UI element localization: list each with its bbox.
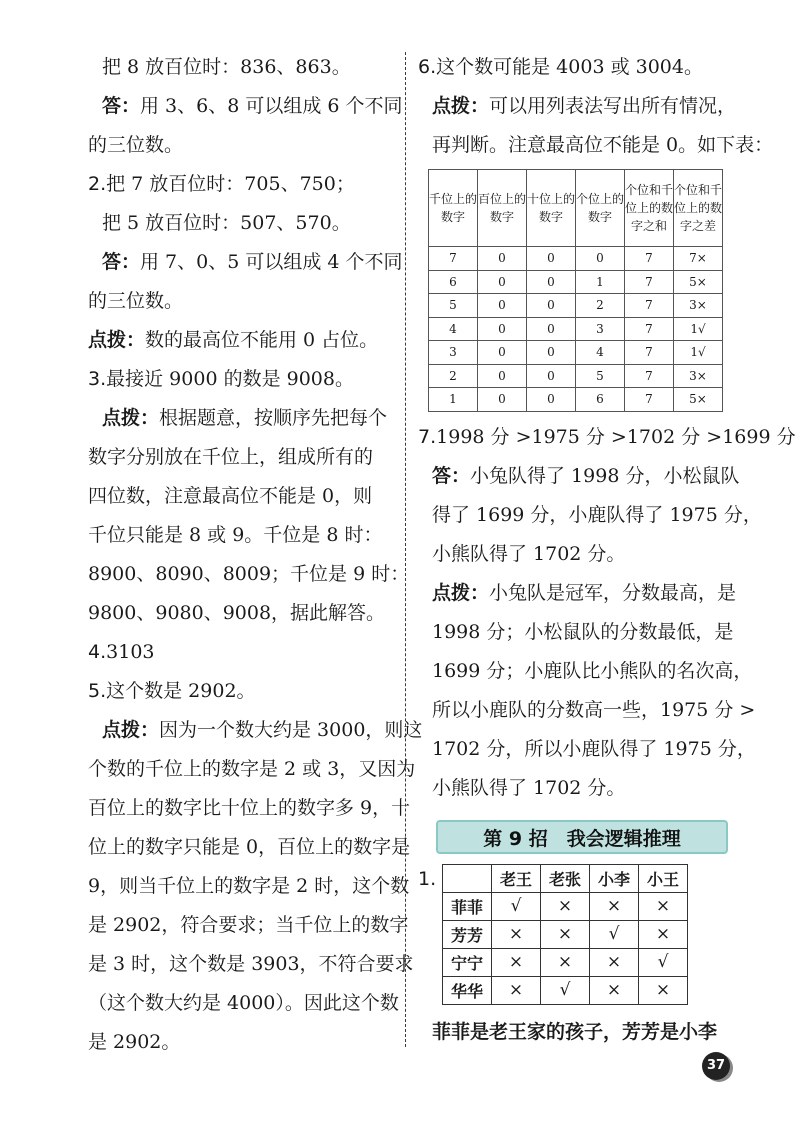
text-line: 是 3 时，这个数是 3903，不符合要求 <box>88 953 414 975</box>
text-line: 菲菲是老王家的孩子，芳芳是小李 <box>432 1020 718 1043</box>
table-header: 小王 <box>639 864 688 892</box>
question-5 <box>88 672 398 711</box>
question-number: 7. <box>418 425 437 448</box>
table-cell: 0 <box>478 364 527 388</box>
question-text: 1998 分 >1975 分 >1702 分 >1699 分 <box>436 425 796 448</box>
column-divider <box>405 52 406 1047</box>
question-text: 这个数是 2902。 <box>106 680 256 702</box>
tip-line <box>88 321 398 360</box>
tip-line <box>88 711 423 750</box>
table-cell: 6 <box>576 388 625 412</box>
mark-cell: √ <box>541 976 590 1004</box>
question-number: 5. <box>88 680 107 702</box>
table-header: 百位上的数字 <box>478 170 527 247</box>
mark-cell: × <box>590 948 639 976</box>
text-line: 1998 分；小松鼠队的分数最低，是 <box>432 620 734 643</box>
text-line: 1702 分，所以小鹿队得了 1975 分， <box>432 737 756 760</box>
mark-cell: × <box>590 976 639 1004</box>
mark-cell: × <box>492 976 541 1004</box>
mark-cell: × <box>639 892 688 920</box>
mark-cell: × <box>541 892 590 920</box>
question-6 <box>418 48 740 87</box>
answer-line <box>418 457 740 496</box>
table-cell: 5× <box>674 270 723 294</box>
text-line: 个数的千位上的数字是 2 或 3，又因为 <box>88 758 416 780</box>
mark-cell: × <box>639 920 688 948</box>
table-cell: 4 <box>429 317 478 341</box>
tip-line <box>418 574 740 613</box>
text-line: 得了 1699 分，小鹿队得了 1975 分， <box>432 503 762 526</box>
mark-cell: × <box>541 920 590 948</box>
tip-line <box>88 399 398 438</box>
row-header: 宁宁 <box>443 948 492 976</box>
table-cell: 7 <box>429 247 478 271</box>
left-column <box>88 48 423 1062</box>
table-cell: 1 <box>576 270 625 294</box>
table-header: 个位和千位上的数字之和 <box>625 170 674 247</box>
logic-table <box>442 864 688 1005</box>
table-header: 小李 <box>590 864 639 892</box>
table-row <box>429 341 723 365</box>
table-row <box>429 294 723 318</box>
question-text: 把 7 放百位时：705、750； <box>106 173 355 195</box>
table-cell: 0 <box>527 364 576 388</box>
text-line: 百位上的数字比十位上的数字多 9，十 <box>88 797 411 819</box>
table-cell: 0 <box>527 270 576 294</box>
text-line: 小熊队得了 1702 分。 <box>432 542 626 565</box>
text-line: 再判断。注意最高位不能是 0。如下表： <box>432 134 774 156</box>
mark-cell: √ <box>492 892 541 920</box>
table-cell: 7 <box>625 364 674 388</box>
row-header: 华华 <box>443 976 492 1004</box>
mark-cell: × <box>590 892 639 920</box>
answer-label: 答： <box>432 464 471 487</box>
table-cell: 4 <box>576 341 625 365</box>
table-row <box>443 976 688 1004</box>
table-cell: 5 <box>429 294 478 318</box>
question-number: 6. <box>418 56 437 78</box>
table-row <box>429 364 723 388</box>
tip-text: 小兔队是冠军，分数最高，是 <box>489 581 737 604</box>
table-cell: 0 <box>527 341 576 365</box>
table-cell: 0 <box>478 317 527 341</box>
mark-cell: √ <box>639 948 688 976</box>
table-cell: 7 <box>625 317 674 341</box>
answer-label: 答： <box>102 251 141 273</box>
table-row <box>429 317 723 341</box>
section-banner: 第 9 招 我会逻辑推理 <box>436 820 728 854</box>
table-cell: 0 <box>527 317 576 341</box>
mark-cell: × <box>492 920 541 948</box>
mark-cell: × <box>492 948 541 976</box>
table-row <box>443 948 688 976</box>
text-line: 小熊队得了 1702 分。 <box>432 776 626 799</box>
answer-line <box>88 243 403 282</box>
table-cell: 3 <box>429 341 478 365</box>
answer-text: 用 3、6、8 可以组成 6 个不同 <box>140 95 403 117</box>
table-cell: 2 <box>429 364 478 388</box>
mark-cell: × <box>639 976 688 1004</box>
tip-line <box>418 87 740 126</box>
table-cell: 5 <box>576 364 625 388</box>
question-text: 最接近 9000 的数是 9008。 <box>106 368 354 390</box>
table-cell: 0 <box>576 247 625 271</box>
table-row <box>443 892 688 920</box>
text-line: 把 5 放百位时：507、570。 <box>102 212 351 234</box>
table-row <box>443 920 688 948</box>
table-cell: 0 <box>478 247 527 271</box>
page-number: 37 <box>702 1052 730 1080</box>
table-header: 老张 <box>541 864 590 892</box>
question-2 <box>88 165 398 204</box>
text-line: 数字分别放在千位上，组成所有的 <box>88 446 374 468</box>
table-cell: 7 <box>625 270 674 294</box>
table-cell: 7× <box>674 247 723 271</box>
table-cell: 0 <box>478 341 527 365</box>
answer-text: 小兔队得了 1998 分，小松鼠队 <box>470 464 740 487</box>
table-cell: 7 <box>625 388 674 412</box>
text-line: 四位数，注意最高位不能是 0，则 <box>88 485 373 507</box>
table-cell: 7 <box>625 247 674 271</box>
right-column <box>418 48 796 1052</box>
table-row <box>429 270 723 294</box>
tip-text: 因为一个数大约是 3000，则这 <box>159 719 423 741</box>
question-number: 3. <box>88 368 107 390</box>
text-line: 9800、9080、9008，据此解答。 <box>88 602 386 624</box>
table-header: 千位上的数字 <box>429 170 478 247</box>
row-header: 菲菲 <box>443 892 492 920</box>
table-corner <box>443 864 492 892</box>
row-header: 芳芳 <box>443 920 492 948</box>
table-cell: 0 <box>478 388 527 412</box>
table-header-row <box>443 864 688 892</box>
table-cell: 0 <box>478 294 527 318</box>
table-cell: 7 <box>625 341 674 365</box>
answer-line <box>88 87 403 126</box>
text-line: 位上的数字只能是 0，百位上的数字是 <box>88 836 411 858</box>
tip-label: 点拨： <box>432 581 490 604</box>
table-cell: 0 <box>478 270 527 294</box>
question-4 <box>88 633 398 672</box>
table-header: 十位上的数字 <box>527 170 576 247</box>
answer-label: 答： <box>102 95 141 117</box>
tip-label: 点拨： <box>102 719 160 741</box>
table-header-row <box>429 170 723 247</box>
tip-label: 点拨： <box>102 407 160 429</box>
text-line: 所以小鹿队的分数高一些，1975 分 > <box>432 698 756 721</box>
table-cell: 7 <box>625 294 674 318</box>
table-cell: 2 <box>576 294 625 318</box>
question-number: 2. <box>88 173 107 195</box>
question-text: 3103 <box>106 641 155 663</box>
tip-text: 数的最高位不能用 0 占位。 <box>145 329 379 351</box>
mark-cell: √ <box>590 920 639 948</box>
table-header: 老王 <box>492 864 541 892</box>
text-line: 的三位数。 <box>88 134 184 156</box>
table-cell: 3 <box>576 317 625 341</box>
text-line: 1699 分；小鹿队比小熊队的名次高， <box>432 659 753 682</box>
text-line: 是 2902，符合要求；当千位上的数字 <box>88 914 409 936</box>
question-number: 4. <box>88 641 107 663</box>
text-line: 的三位数。 <box>88 290 184 312</box>
question-3 <box>88 360 398 399</box>
digit-table <box>428 169 723 412</box>
table-cell: 6 <box>429 270 478 294</box>
table-header: 个位和千位上的数字之差 <box>674 170 723 247</box>
text-line: 8900、8090、8009；千位是 9 时： <box>88 563 410 585</box>
question-text: 这个数可能是 4003 或 3004。 <box>436 56 703 78</box>
tip-text: 可以用列表法写出所有情况， <box>489 95 737 117</box>
table-row <box>429 388 723 412</box>
text-line: （这个数大约是 4000）。因此这个数 <box>88 992 399 1014</box>
text-line: 是 2902。 <box>88 1031 181 1053</box>
text-line: 千位只能是 8 或 9。千位是 8 时： <box>88 524 383 546</box>
mark-cell: × <box>541 948 590 976</box>
table-cell: 3× <box>674 364 723 388</box>
table-cell: 0 <box>527 294 576 318</box>
table-cell: 1√ <box>674 341 723 365</box>
question-number: 1. <box>418 867 437 890</box>
tip-label: 点拨： <box>88 329 146 351</box>
question-7 <box>418 418 796 457</box>
section9-question-1 <box>418 864 740 1005</box>
table-cell: 3× <box>674 294 723 318</box>
table-cell: 1√ <box>674 317 723 341</box>
text-line: 把 8 放百位时：836、863。 <box>102 56 351 78</box>
tip-text: 根据题意，按顺序先把每个 <box>159 407 388 429</box>
table-cell: 1 <box>429 388 478 412</box>
answer-text: 用 7、0、5 可以组成 4 个不同 <box>140 251 403 273</box>
table-row <box>429 247 723 271</box>
table-header: 个位上的数字 <box>576 170 625 247</box>
table-cell: 5× <box>674 388 723 412</box>
table-cell: 0 <box>527 388 576 412</box>
table-cell: 0 <box>527 247 576 271</box>
tip-label: 点拨： <box>432 95 490 117</box>
text-line: 9，则当千位上的数字是 2 时，这个数 <box>88 875 410 897</box>
